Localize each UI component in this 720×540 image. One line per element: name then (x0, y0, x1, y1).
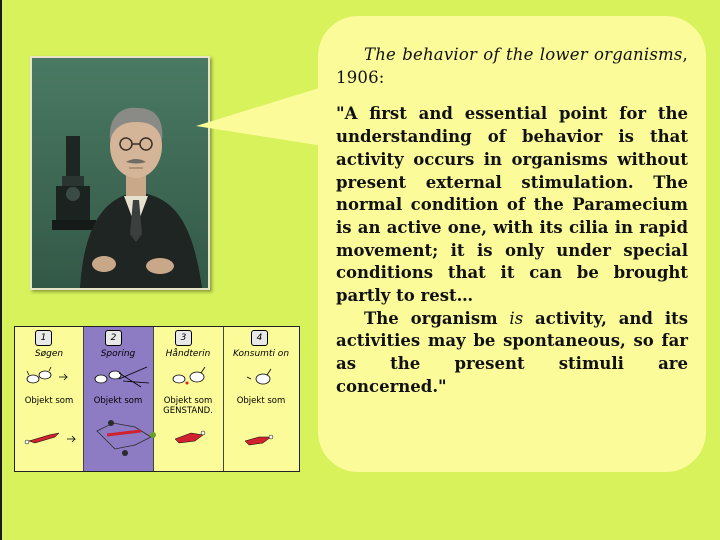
predator-icon (25, 433, 59, 444)
stage-label: Håndterin (165, 349, 211, 359)
stage-label: Sporing (100, 349, 136, 359)
caption (336, 44, 688, 89)
stage-number: 2 (105, 330, 122, 346)
stage-object: Objekt som GENSTAND. (163, 396, 213, 416)
stage-number: 4 (251, 330, 268, 346)
arrow-right-icon (67, 436, 75, 442)
quote-part2-pre: The organism (364, 308, 510, 328)
stage-label: Søgen (34, 349, 64, 359)
small-red-animal-icon (245, 435, 273, 445)
stage-number: 1 (35, 330, 52, 346)
quote-part2-post: activity, and its activities may be spontaneous, so far as the present stimuli are concerned." (336, 308, 688, 396)
rabbit-handling-icon (173, 367, 205, 385)
pursuit-icon (97, 420, 156, 456)
stage-number: 3 (175, 330, 192, 346)
red-prey-icon (175, 431, 205, 443)
caption-title: The behavior of the lower organisms (364, 45, 683, 64)
quote-part2-italic: is (509, 308, 524, 328)
bubble-text (336, 44, 688, 399)
quote-paragraph-1: "A first and essential point for the understanding of behavior is that activity occurs in organisms without present external stimulation. The normal condition of the Paramecium is an active one, with its cilia in rapid movement; it is only under special conditions that it can be brought partly to rest… (336, 104, 688, 306)
behavior-stages-diagram (14, 326, 300, 472)
stage-label: Konsumti on (232, 349, 290, 359)
caption-year: , 1906: (336, 45, 688, 87)
stage-object: Objekt som (236, 396, 286, 406)
arrow-right-icon (59, 374, 67, 380)
rabbit-trail-icon (95, 367, 149, 387)
rabbit-icon (27, 367, 51, 383)
rabbit-consumption-icon (247, 369, 271, 384)
quote-paragraph-2 (336, 308, 688, 399)
stage-illustrations (15, 327, 299, 471)
stage-object: Objekt som (93, 396, 143, 406)
stage-object: Objekt som (24, 396, 74, 406)
